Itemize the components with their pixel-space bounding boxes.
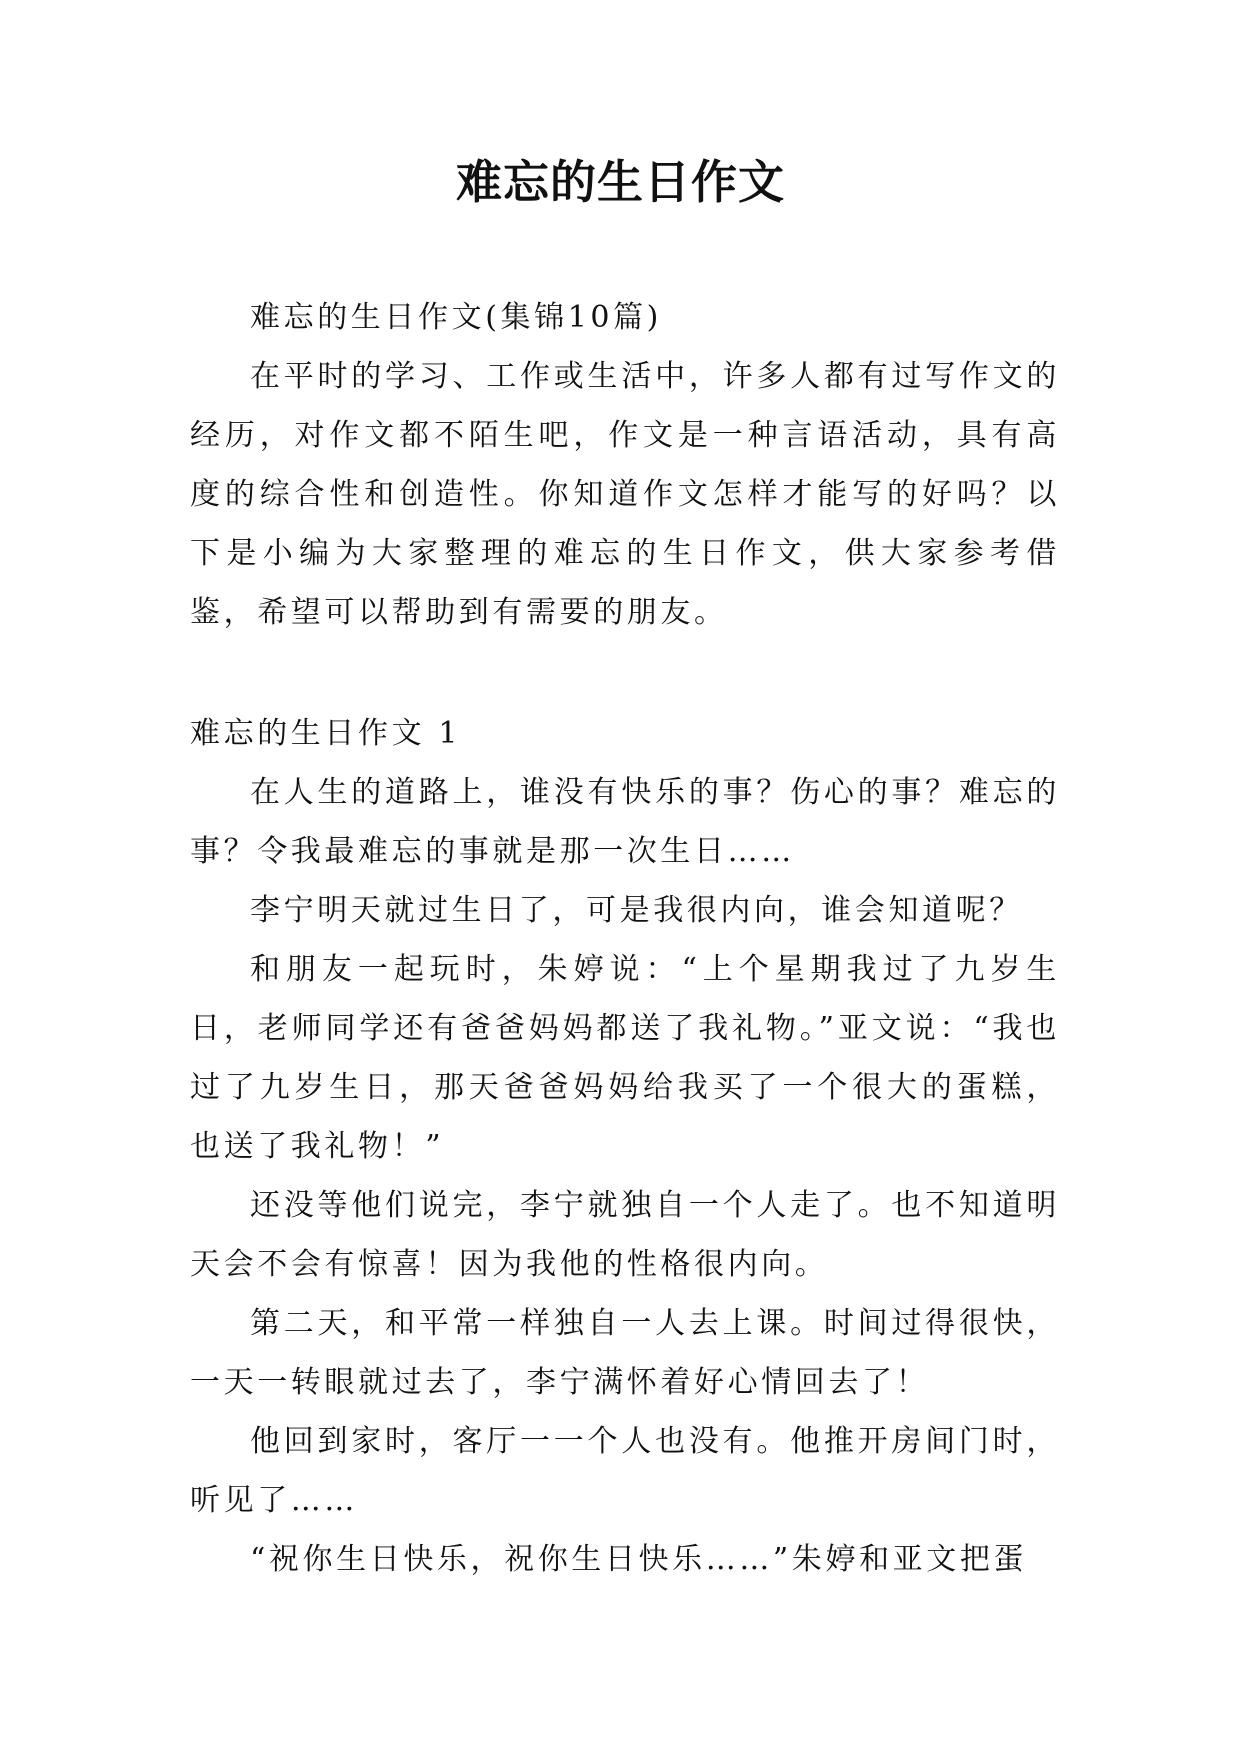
story-paragraph: 他回到家时，客厅一一个人也没有。他推开房间门时，听见了…… [190,1424,1060,1518]
story-paragraph: “祝你生日快乐，祝你生日快乐……”朱婷和亚文把蛋 [250,1542,1028,1577]
story-paragraph: 第二天，和平常一样独自一人去上课。时间过得很快，一天一转眼就过去了，李宁满怀着好心情回去了！ [190,1306,1060,1400]
story-paragraph: 还没等他们说完，李宁就独自一个人走了。也不知道明天会不会有惊喜！因为我他的性格很内向。 [190,1188,1060,1282]
subtitle-paragraph: 难忘的生日作文(集锦10篇) [250,300,662,335]
story-paragraph: 和朋友一起玩时，朱婷说：“上个星期我过了九岁生日，老师同学还有爸爸妈妈都送了我礼物。”亚文说：“我也过了九岁生日，那天爸爸妈妈给我买了一个很大的蛋糕，也送了我礼物！” [190,952,1060,1164]
story-paragraph: 李宁明天就过生日了，可是我很内向，谁会知道呢？ [250,893,1023,928]
document-title: 难忘的生日作文 [456,155,785,209]
section-spacer [190,642,1060,704]
section-heading: 难忘的生日作文 1 [190,716,462,751]
story-paragraph: 在人生的道路上，谁没有快乐的事？伤心的事？难忘的事？令我最难忘的事就是那一次生日…… [190,775,1060,869]
intro-paragraph: 在平时的学习、工作或生活中，许多人都有过写作文的经历，对作文都不陌生吧，作文是一种言语活动，具有高度的综合性和创造性。你知道作文怎样才能写的好吗？以下是小编为大家整理的难忘的生日作文，供大家参考借鉴，希望可以帮助到有需要的朋友。 [190,359,1060,630]
document-body [190,288,1060,1589]
